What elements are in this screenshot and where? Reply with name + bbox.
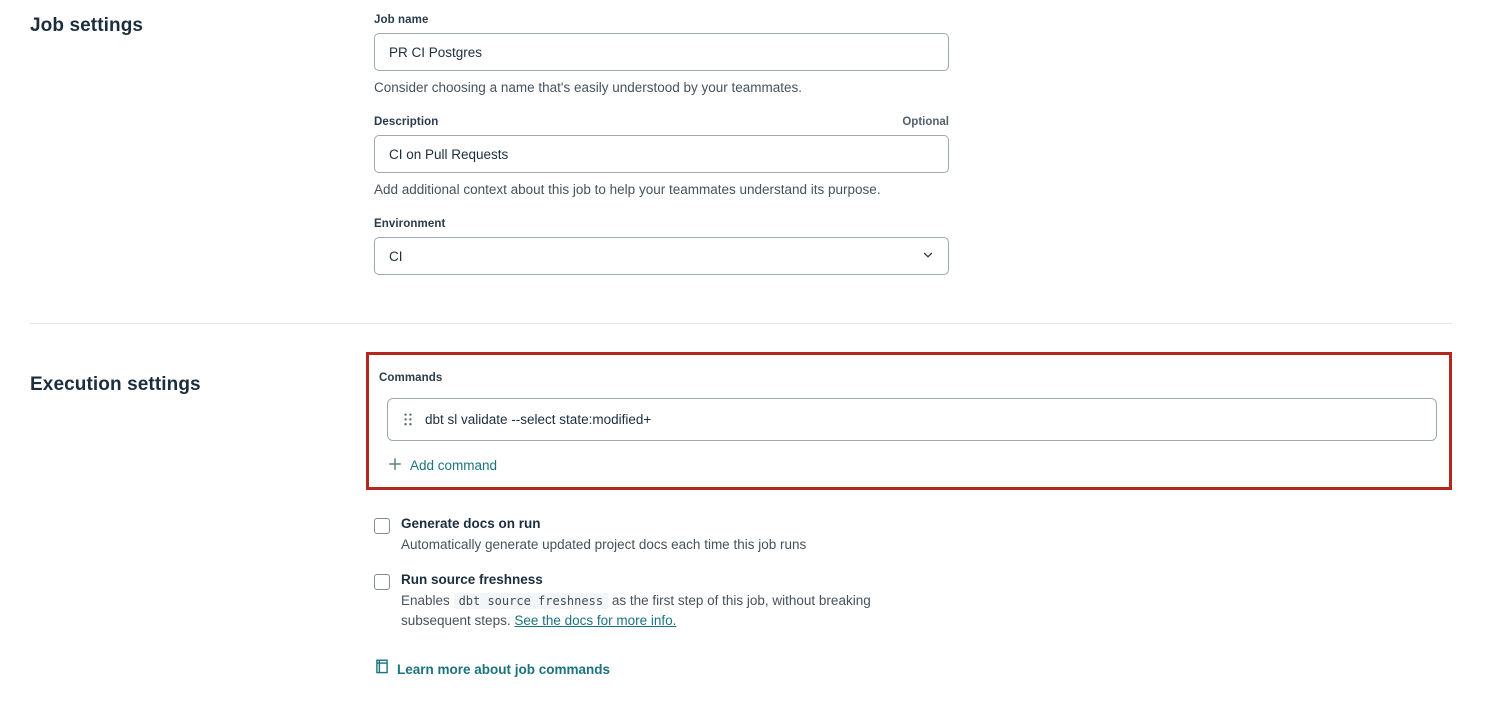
job-settings-section <box>30 14 1452 275</box>
section-divider <box>30 323 1452 324</box>
job-name-field-group <box>374 14 949 97</box>
description-input[interactable] <box>374 135 949 173</box>
commands-highlight-box <box>366 352 1452 490</box>
execution-settings-section <box>30 352 1452 680</box>
source-freshness-group <box>374 572 1452 632</box>
description-helper: Add additional context about this job to help your teammates understand its purpose. <box>374 182 881 198</box>
drag-handle-icon[interactable] <box>388 412 425 427</box>
source-freshness-checkbox[interactable] <box>374 574 390 590</box>
job-settings-heading: Job settings <box>30 15 144 36</box>
source-freshness-code-chip: dbt source freshness <box>454 593 609 609</box>
learn-more-label: Learn more about job commands <box>397 661 611 677</box>
job-name-input[interactable] <box>374 33 949 71</box>
source-freshness-helper-suffix: as the first step of this job, without breaking subsequent steps. <box>401 592 871 628</box>
learn-more-link[interactable] <box>374 658 610 680</box>
execution-settings-heading: Execution settings <box>30 374 201 396</box>
source-freshness-label[interactable]: Run source freshness <box>401 571 543 587</box>
command-row[interactable] <box>387 398 1437 441</box>
plus-icon <box>388 457 402 474</box>
source-freshness-docs-link[interactable]: See the docs for more info. <box>514 612 677 628</box>
book-icon <box>374 658 390 680</box>
environment-field-group <box>374 218 949 275</box>
command-text: dbt sl validate --select state:modified+ <box>425 412 652 428</box>
commands-label: Commands <box>379 372 443 385</box>
job-name-label: Job name <box>374 14 429 26</box>
job-name-helper: Consider choosing a name that's easily understood by your teammates. <box>374 80 803 95</box>
add-command-label: Add command <box>410 458 498 474</box>
description-label: Description <box>374 116 439 129</box>
source-freshness-helper-prefix: Enables <box>401 592 450 608</box>
generate-docs-group <box>374 516 1452 555</box>
environment-label: Environment <box>374 218 446 231</box>
generate-docs-helper: Automatically generate updated project docs each time this job runs <box>401 537 807 553</box>
description-optional-tag: Optional <box>902 116 949 129</box>
source-freshness-helper <box>401 591 936 632</box>
add-command-button[interactable] <box>388 457 497 474</box>
generate-docs-label[interactable]: Generate docs on run <box>401 516 541 532</box>
environment-select[interactable] <box>374 237 949 275</box>
generate-docs-checkbox[interactable] <box>374 518 390 534</box>
chevron-down-icon <box>922 249 934 264</box>
environment-selected-value: CI <box>389 248 403 264</box>
description-field-group <box>374 116 949 199</box>
